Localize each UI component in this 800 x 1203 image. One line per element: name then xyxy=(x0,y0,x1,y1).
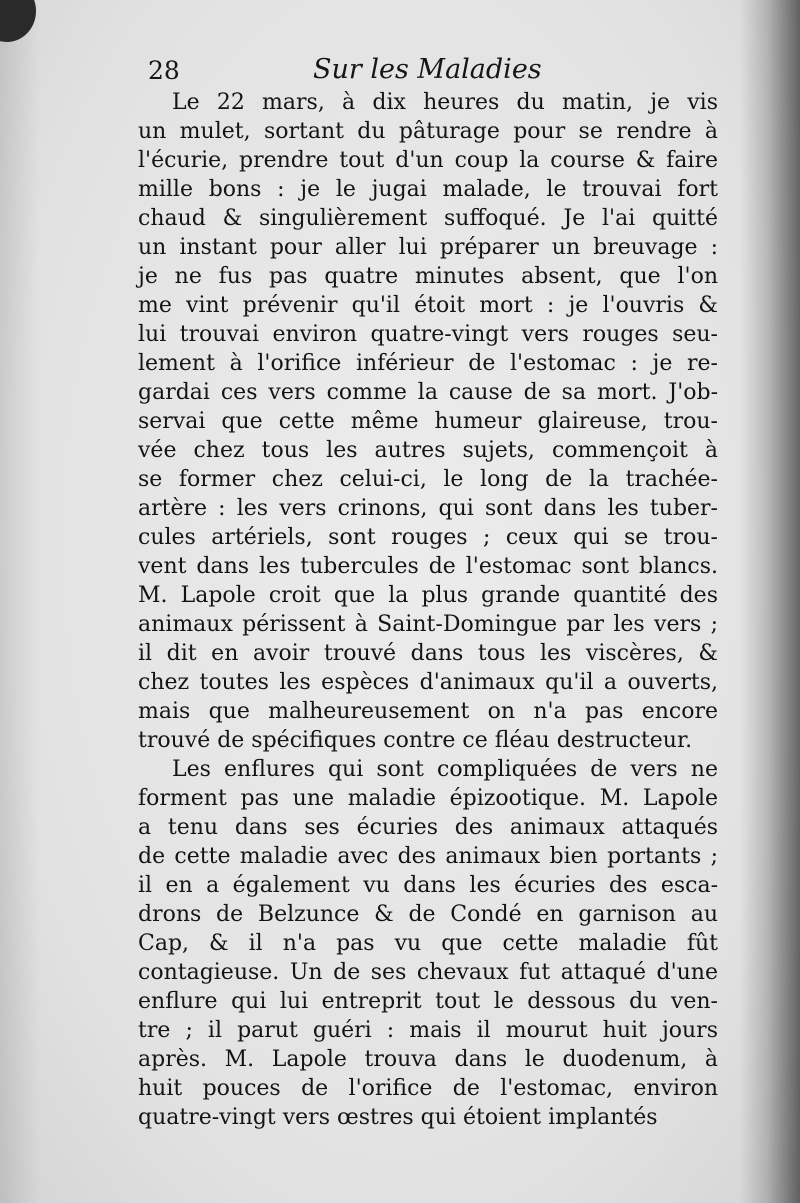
text-line: huit pouces de l'orifice de l'estomac, environ xyxy=(138,1076,718,1101)
text-line: forment pas une maladie épizootique. M. Lapole xyxy=(138,786,718,811)
text-line: un instant pour aller lui préparer un breuvage : xyxy=(138,235,718,260)
text-line: il en a également vu dans les écuries des esca- xyxy=(138,873,718,898)
text-line: cules artériels, sont rouges ; ceux qui se trou- xyxy=(138,525,718,550)
text-line: Cap, & il n'a pas vu que cette maladie fût xyxy=(138,931,718,956)
text-line: trouvé de spécifiques contre ce fléau destructeur. xyxy=(138,728,693,753)
text-line: lui trouvai environ quatre-vingt vers rouges seu- xyxy=(138,322,718,347)
text-line: vée chez tous les autres sujets, commençoit à xyxy=(138,438,718,463)
running-head: Sur les Maladies xyxy=(313,54,542,85)
text-line: M. Lapole croit que la plus grande quantité des xyxy=(138,583,718,608)
ink-blot xyxy=(0,0,36,42)
text-line: tre ; il parut guéri : mais il mourut huit jours xyxy=(138,1018,718,1043)
text-line: quatre-vingt vers œstres qui étoient implantés xyxy=(138,1105,658,1130)
text-line: me vint prévenir qu'il étoit mort : je l'ouvris & xyxy=(138,293,718,318)
text-line: l'écurie, prendre tout d'un coup la course & faire xyxy=(138,148,718,173)
text-line: vent dans les tubercules de l'estomac sont blancs. xyxy=(138,554,718,579)
text-line: artère : les vers crinons, qui sont dans les tuber- xyxy=(138,496,718,521)
text-line: se former chez celui-ci, le long de la trachée- xyxy=(138,467,718,492)
text-line: lement à l'orifice inférieur de l'estomac : je re- xyxy=(138,351,718,376)
text-line: un mulet, sortant du pâturage pour se rendre à xyxy=(138,119,718,144)
text-line: mais que malheureusement on n'a pas encore xyxy=(138,699,718,724)
text-line: chez toutes les espèces d'animaux qu'il a ouverts, xyxy=(138,670,718,695)
text-line: gardai ces vers comme la cause de sa mort. J'ob- xyxy=(138,380,718,405)
page-header xyxy=(148,52,708,92)
page-gutter-shadow xyxy=(740,0,800,1203)
text-line: après. M. Lapole trouva dans le duodenum, à xyxy=(138,1047,718,1072)
text-line: servai que cette même humeur glaireuse, trou- xyxy=(138,409,718,434)
text-line: Les enflures qui sont compliquées de vers ne xyxy=(172,757,718,782)
text-line: mille bons : je le jugai malade, le trouvai fort xyxy=(138,177,718,202)
paragraph-2 xyxy=(138,755,718,1132)
text-line: animaux périssent à Saint-Domingue par les vers ; xyxy=(138,612,718,637)
text-line: drons de Belzunce & de Condé en garnison au xyxy=(138,902,718,927)
paragraph-1 xyxy=(138,88,718,755)
body-text xyxy=(138,88,718,1132)
text-line: il dit en avoir trouvé dans tous les viscères, & xyxy=(138,641,718,666)
text-line: je ne fus pas quatre minutes absent, que l'on xyxy=(138,264,718,289)
text-line: de cette maladie avec des animaux bien portants ; xyxy=(138,844,718,869)
text-line: contagieuse. Un de ses chevaux fut attaqué d'une xyxy=(138,960,718,985)
text-line: a tenu dans ses écuries des animaux attaqués xyxy=(138,815,718,840)
page-number: 28 xyxy=(148,56,180,85)
text-line: chaud & singulièrement suffoqué. Je l'ai quitté xyxy=(138,206,718,231)
text-line: Le 22 mars, à dix heures du matin, je vis xyxy=(172,90,718,115)
text-line: enflure qui lui entreprit tout le dessous du ven- xyxy=(138,989,718,1014)
